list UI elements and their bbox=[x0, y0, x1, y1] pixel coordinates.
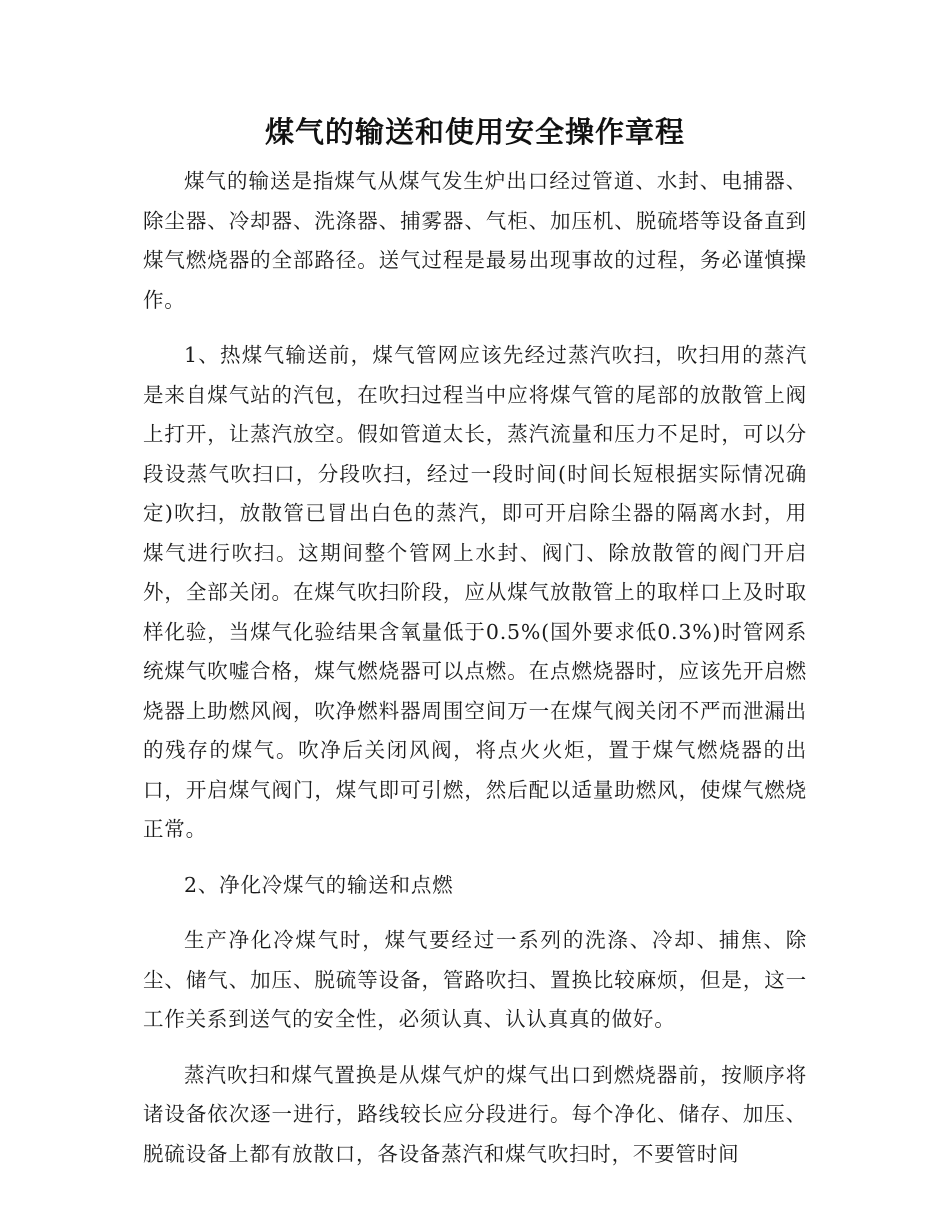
document-body bbox=[143, 162, 807, 1174]
paragraph-cold-gas-production: 生产净化冷煤气时，煤气要经过一系列的洗涤、冷却、捕焦、除尘、储气、加压、脱硫等设备，管路吹扫、置换比较麻烦，但是，这一工作关系到送气的安全性，必须认真、认认真真的做好。 bbox=[143, 928, 807, 1031]
document-title: 煤气的输送和使用安全操作章程 bbox=[264, 115, 685, 149]
paragraph-section-heading: 2、净化冷煤气的输送和点燃 bbox=[184, 872, 454, 897]
paragraph-hot-gas-transport: 1、热煤气输送前，煤气管网应该先经过蒸汽吹扫，吹扫用的蒸汽是来自煤气站的汽包，在吹扫过程当中应将煤气管的尾部的放散管上阀上打开，让蒸汽放空。假如管道太长，蒸汽流量和压力不足时，可以分段设蒸气吹扫口，分段吹扫，经过一段时间(时间长短根据实际情况确定)吹扫，放散管已冒出白色的蒸汽，即可开启除尘器的隔离水封，用煤气进行吹扫。这期间整个管网上水封、阀门、除放散管的阀门开启外，全部关闭。在煤气吹扫阶段，应从煤气放散管上的取样口上及时取样化验，当煤气化验结果含氧量低于0.5%(国外要求低0.3%)时管网系统煤气吹嘘合格，煤气燃烧器可以点燃。在点燃烧器时，应该先开启燃烧器上助燃风阀，吹净燃料器周围空间万一在煤气阀关闭不严而泄漏出的残存的煤气。吹净后关闭风阀，将点火火炬，置于煤气燃烧器的出口，开启煤气阀门，煤气即可引燃，然后配以适量助燃风，使煤气燃烧正常。 bbox=[143, 343, 807, 841]
paragraph-intro: 煤气的输送是指煤气从煤气发生炉出口经过管道、水封、电捕器、除尘器、冷却器、洗涤器、捕雾器、气柜、加压机、脱硫塔等设备直到煤气燃烧器的全部路径。送气过程是最易出现事故的过程，务必谨慎操作。 bbox=[143, 169, 807, 312]
paragraph-steam-purging: 蒸汽吹扫和煤气置换是从煤气炉的煤气出口到燃烧器前，按顺序将诸设备依次逐一进行，路线较长应分段进行。每个净化、储存、加压、脱硫设备上都有放散口，各设备蒸汽和煤气吹扫时，不要管时间 bbox=[143, 1062, 807, 1166]
